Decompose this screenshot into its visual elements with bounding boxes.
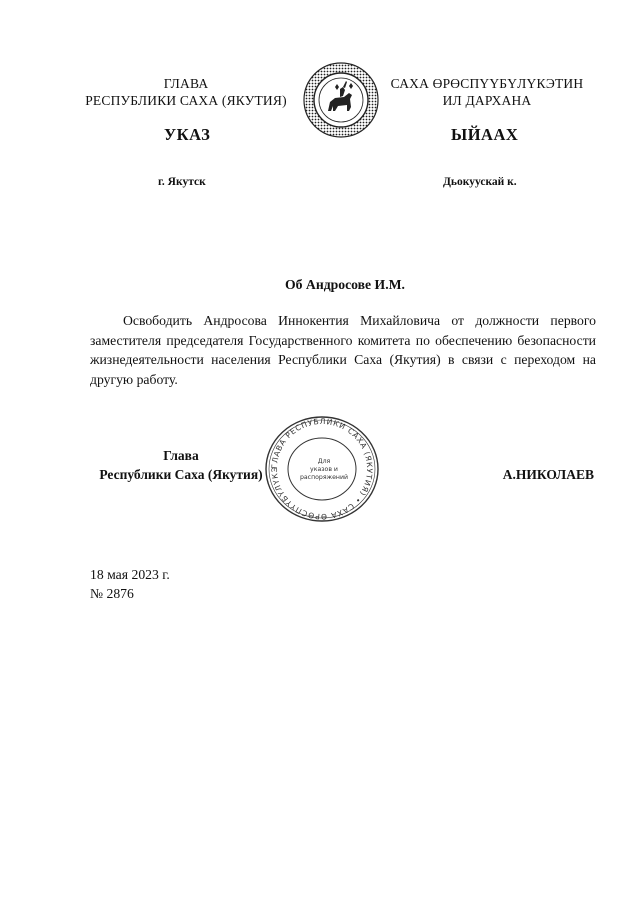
document-subject: Об Андросове И.М.	[285, 277, 405, 292]
coat-of-arms-emblem	[302, 61, 380, 139]
document-type-title-sakha: ЫЙААХ	[451, 125, 519, 144]
city-left: г. Якутск	[158, 176, 206, 188]
signature-title	[90, 446, 272, 484]
svg-text:распоряжений: распоряжений	[299, 474, 349, 481]
header-left-line2: РЕСПУБЛИКИ САХА (ЯКУТИЯ)	[85, 93, 287, 108]
header-left-block	[70, 75, 302, 109]
header-right-block	[380, 75, 594, 109]
svg-text:Для: Для	[317, 458, 331, 465]
document-date: 18 мая 2023 г.	[90, 567, 170, 582]
signature-title-line1: Глава	[163, 448, 199, 463]
header-left-line1: ГЛАВА	[163, 76, 209, 91]
city-right: Дьокуускай к.	[443, 176, 517, 188]
official-seal-stamp	[262, 414, 382, 524]
document-body	[90, 311, 596, 389]
signature-title-line2: Республики Саха (Якутия)	[99, 467, 263, 482]
document-type-title: УКАЗ	[164, 125, 211, 144]
seal-outer-text: ГЛАВА РЕСПУБЛИКИ САХА (ЯКУТИЯ) • САХА ӨРӨСПҮҮБҮЛҮКЭ	[269, 416, 375, 522]
header-right-line1: САХА ӨРӨСПҮҮБҮЛҮКЭТИН	[390, 76, 584, 91]
signature-name: А.НИКОЛАЕВ	[502, 467, 594, 482]
svg-text:указов и: указов и	[310, 466, 338, 473]
document-number: № 2876	[90, 586, 134, 601]
header-right-line2: ИЛ ДАРХАНА	[442, 93, 532, 108]
document-footer	[90, 565, 170, 603]
body-paragraph: Освободить Андросова Иннокентия Михайловича от должности первого заместителя председателя Государственного комитета по обеспечению безопасности жизнедеятельности населения Республики Саха (Якутия) в связи с переходом на другую работу.	[90, 313, 596, 387]
